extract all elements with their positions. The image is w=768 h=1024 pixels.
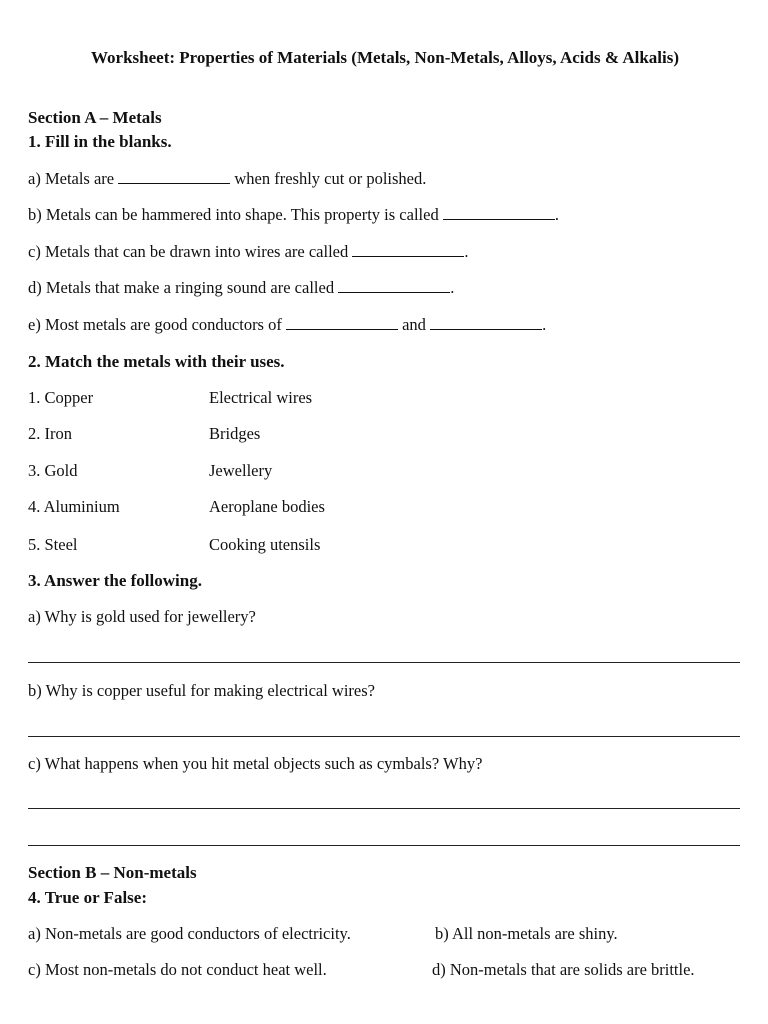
q1-c-blank[interactable]	[352, 242, 464, 257]
q4-c: c) Most non-metals do not conduct heat well.	[28, 960, 327, 979]
answer-line[interactable]	[28, 845, 740, 846]
q3-heading: 3. Answer the following.	[28, 571, 202, 590]
q1-c	[28, 242, 469, 262]
match-use: Aeroplane bodies	[209, 497, 325, 516]
q1-a-blank[interactable]	[118, 169, 230, 184]
q1-c-text-end: .	[464, 242, 469, 261]
q1-e-blank-2[interactable]	[430, 315, 542, 330]
q1-e-blank-1[interactable]	[286, 315, 398, 330]
q3-a: a) Why is gold used for jewellery?	[28, 607, 256, 626]
q1-e-text-end: .	[542, 315, 547, 334]
match-metal: 5. Steel	[28, 535, 78, 554]
q1-a-text-end: when freshly cut or polished.	[230, 169, 427, 188]
section-a-heading: Section A – Metals	[28, 108, 162, 127]
q1-b	[28, 205, 559, 225]
q1-b-text: b) Metals can be hammered into shape. This property is called	[28, 205, 443, 224]
answer-line[interactable]	[28, 736, 740, 737]
match-metal: 1. Copper	[28, 388, 94, 407]
q1-heading: 1. Fill in the blanks.	[28, 132, 172, 151]
match-metal: 3. Gold	[28, 461, 78, 480]
worksheet-title: Worksheet: Properties of Materials (Metals, Non-Metals, Alloys, Acids & Alkalis)	[91, 48, 679, 67]
q1-d	[28, 278, 454, 298]
q1-d-text-end: .	[450, 278, 455, 297]
q1-e	[28, 315, 546, 335]
q3-c: c) What happens when you hit metal objects such as cymbals? Why?	[28, 754, 483, 773]
match-metal: 2. Iron	[28, 424, 72, 443]
match-use: Electrical wires	[209, 388, 313, 407]
q1-a-text: a) Metals are	[28, 169, 119, 188]
q4-d: d) Non-metals that are solids are brittle.	[432, 960, 695, 979]
q4-a: a) Non-metals are good conductors of electricity.	[28, 924, 351, 943]
match-use: Cooking utensils	[209, 535, 321, 554]
match-metal: 4. Aluminium	[28, 497, 120, 516]
q1-c-text: c) Metals that can be drawn into wires are called	[28, 242, 353, 261]
q2-heading: 2. Match the metals with their uses.	[28, 352, 285, 371]
section-b-heading: Section B – Non-metals	[28, 863, 197, 882]
q1-b-blank[interactable]	[443, 205, 555, 220]
q1-e-text-mid: and	[397, 315, 431, 334]
q4-b: b) All non-metals are shiny.	[435, 924, 618, 943]
q1-d-text: d) Metals that make a ringing sound are called	[28, 278, 339, 297]
q1-d-blank[interactable]	[338, 278, 450, 293]
match-use: Bridges	[209, 424, 261, 443]
q1-e-text: e) Most metals are good conductors of	[28, 315, 286, 334]
q1-b-text-end: .	[554, 205, 559, 224]
match-use: Jewellery	[209, 461, 273, 480]
q1-a	[28, 169, 426, 189]
q4-heading: 4. True or False:	[28, 888, 147, 907]
q3-b: b) Why is copper useful for making electrical wires?	[28, 681, 375, 700]
answer-line[interactable]	[28, 808, 740, 809]
answer-line[interactable]	[28, 662, 740, 663]
